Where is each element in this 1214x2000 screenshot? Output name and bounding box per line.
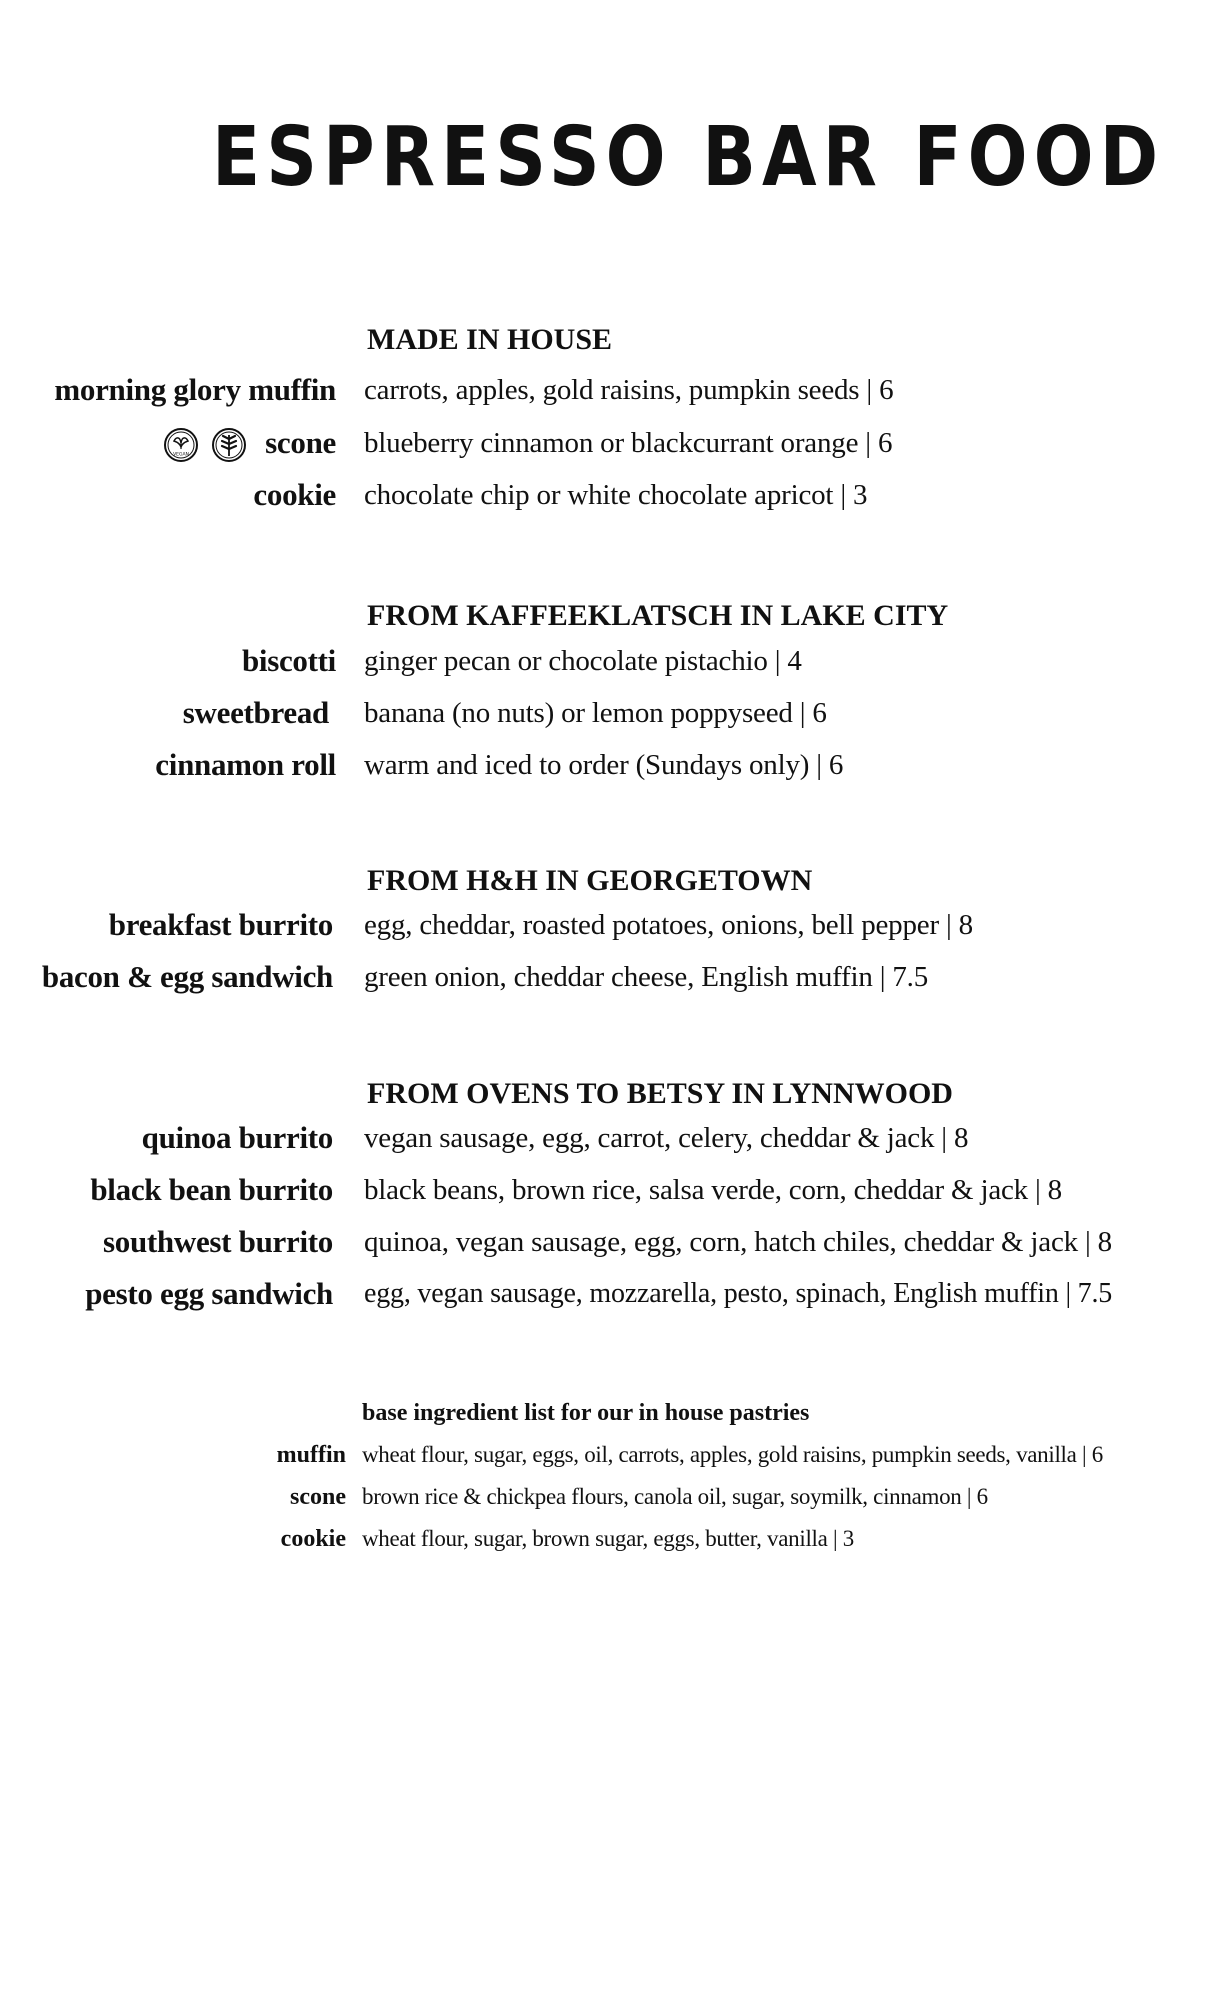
vegan-icon-label: VEGAN (173, 452, 189, 458)
menu-item (0, 421, 1214, 465)
item-name: pesto egg sandwich (85, 1276, 333, 1311)
item-name: scone (265, 425, 336, 460)
item-description: ginger pecan or chocolate pistachio | 4 (364, 645, 802, 677)
menu-item (0, 691, 1214, 735)
section-heading: FROM KAFFEEKLATSCH IN LAKE CITY (367, 599, 949, 632)
ingredient-item-name: muffin (276, 1442, 346, 1468)
ingredients-heading: base ingredient list for our in house pastries (362, 1400, 810, 1426)
ingredient-item-description: brown rice & chickpea flours, canola oil, sugar, soymilk, cinnamon | 6 (362, 1484, 988, 1509)
item-name: cookie (253, 477, 336, 512)
dietary-icons (163, 427, 253, 463)
section-heading: MADE IN HOUSE (367, 323, 613, 356)
item-name: sweetbread (182, 695, 329, 730)
section-heading: FROM OVENS TO BETSY IN LYNNWOOD (367, 1077, 953, 1110)
ingredient-item-name: cookie (280, 1526, 346, 1552)
ingredient-item-description: wheat flour, sugar, brown sugar, eggs, butter, vanilla | 3 (362, 1526, 854, 1551)
item-description: egg, cheddar, roasted potatoes, onions, bell pepper | 8 (364, 909, 973, 941)
item-name: southwest burrito (103, 1224, 333, 1259)
menu-item (0, 639, 1214, 683)
menu-item (0, 1116, 1214, 1160)
item-description: green onion, cheddar cheese, English muffin | 7.5 (364, 961, 929, 993)
menu-item (0, 1168, 1214, 1212)
ingredient-item (0, 1521, 1214, 1557)
item-name: quinoa burrito (141, 1120, 333, 1155)
ingredient-item-description: wheat flour, sugar, eggs, oil, carrots, apples, gold raisins, pumpkin seeds, vanilla | 6 (362, 1442, 1103, 1467)
item-description: banana (no nuts) or lemon poppyseed | 6 (364, 697, 827, 729)
item-description: vegan sausage, egg, carrot, celery, cheddar & jack | 8 (364, 1122, 969, 1154)
item-name: morning glory muffin (54, 372, 336, 407)
ingredient-item (0, 1479, 1214, 1515)
item-description: egg, vegan sausage, mozzarella, pesto, spinach, English muffin | 7.5 (364, 1278, 1113, 1309)
item-name: bacon & egg sandwich (41, 959, 333, 994)
ingredient-item (0, 1437, 1214, 1473)
vegan-icon (165, 429, 197, 461)
menu-item (0, 1272, 1214, 1316)
item-description: blueberry cinnamon or blackcurrant orange | 6 (364, 427, 893, 459)
item-name: black bean burrito (90, 1172, 333, 1207)
menu-item (0, 903, 1214, 947)
item-description: black beans, brown rice, salsa verde, corn, cheddar & jack | 8 (364, 1174, 1062, 1206)
menu-item (0, 743, 1214, 787)
menu-item (0, 955, 1214, 999)
menu-item (0, 368, 1214, 412)
ingredient-item-name: scone (290, 1484, 346, 1510)
item-description: carrots, apples, gold raisins, pumpkin seeds | 6 (364, 374, 894, 406)
wheat-icon (213, 429, 245, 461)
item-description: chocolate chip or white chocolate apricot | 3 (364, 479, 868, 511)
section-heading: FROM H&H IN GEORGETOWN (367, 864, 813, 897)
item-name: breakfast burrito (108, 907, 333, 942)
dietary-icons-svg (163, 427, 253, 463)
menu-item (0, 1220, 1214, 1264)
page-title: ESPRESSO BAR FOOD (212, 110, 1165, 205)
item-description: warm and iced to order (Sundays only) | 6 (364, 749, 844, 781)
item-description: quinoa, vegan sausage, egg, corn, hatch chiles, cheddar & jack | 8 (364, 1226, 1112, 1258)
item-name: cinnamon roll (155, 747, 336, 782)
item-name: biscotti (241, 643, 336, 678)
menu-item (0, 473, 1214, 517)
